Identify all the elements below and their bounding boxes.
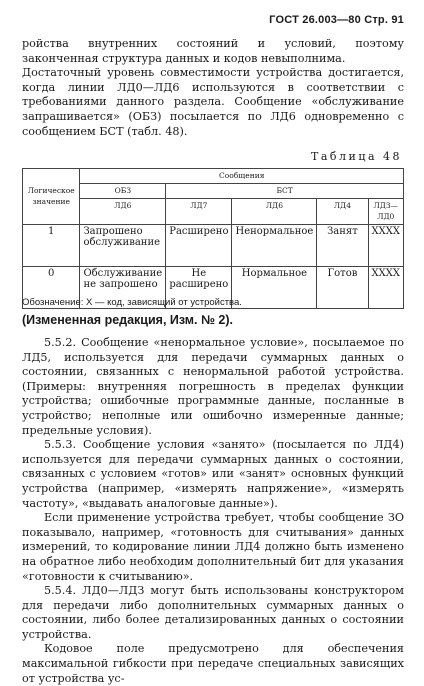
- header-bst: БСТ: [166, 183, 404, 198]
- paragraph-code-field: Кодовое поле предусмотрено для обеспечения максимальной гибкости при передаче специальных зависящих от устройства ус-: [22, 642, 404, 685]
- text-block-bottom: [22, 336, 404, 686]
- table-48: [22, 168, 404, 309]
- cell-logic-value: 1: [23, 224, 80, 266]
- paragraph-compatibility: Достаточный уровень совместимости устройства достигается, когда линии ЛД0—ЛД6 используются в соответствии с требованиями данного раздела. Сообщение «обслуживание запрашивается» (ОБЗ) посылается по ЛД6 одновременно с сообщением БСТ (табл. 48).: [22, 66, 404, 138]
- header-line: ЛДЗ—ЛД0: [368, 198, 403, 224]
- cell: Расширено: [166, 224, 232, 266]
- text-block-top: [22, 37, 404, 139]
- cell: Готов: [317, 266, 368, 308]
- cell: Обслуживание не запрошено: [80, 266, 166, 308]
- paragraph-5-5-3: 5.5.3. Сообщение условия «занято» (посылается по ЛД4) используется для передачи суммарных данных о состоянии, связанных с условием «готов» или «занят» основных функций устройства (например, «измерять напряжение», «измерять частоту», «выдавать аналоговые данные»).: [22, 438, 404, 510]
- table-row: [23, 224, 404, 266]
- cell: Запрошено обслуживание: [80, 224, 166, 266]
- cell: XXXX: [368, 224, 403, 266]
- paragraph-continuation: ройства внутренних состояний и условий, поэтому законченная структура данных и кодов невыполнима.: [22, 37, 404, 65]
- cell: Не расширено: [166, 266, 232, 308]
- table-note: Обозначение: X — код, зависящий от устройства.: [22, 297, 242, 308]
- cell: Занят: [317, 224, 368, 266]
- revision-note: (Измененная редакция, Изм. № 2).: [22, 313, 233, 327]
- paragraph-5-5-2: 5.5.2. Сообщение «ненормальное условие», посылаемое по ЛД5, используется для передачи суммарных данных о состоянии, связанных с ненормальной работой устройства. (Примеры: внутренняя погрешность в пределах функции устройства; ошибочные программные данные, посланные в устройство; неполные или ошибочно измеренные данные; предельные условия).: [22, 336, 404, 437]
- cell: Ненормальное: [232, 224, 317, 266]
- header-obz: ОБЗ: [80, 183, 166, 198]
- cell: XXXX: [368, 266, 403, 308]
- header-line: ЛД6: [80, 198, 166, 224]
- header-logic-value: Логическое значение: [23, 169, 80, 225]
- cell: Нормальное: [232, 266, 317, 308]
- paragraph-5-5-4: 5.5.4. ЛД0—ЛДЗ могут быть использованы конструктором для передачи либо дополнительных суммарных данных о состоянии, либо более детализированных данных о состоянии устройства.: [22, 584, 404, 641]
- header-line: ЛД4: [317, 198, 368, 224]
- header-line: ЛД6: [232, 198, 317, 224]
- cell-logic-value: 0: [23, 266, 80, 308]
- header-messages: Сообщения: [80, 169, 404, 184]
- page-header: ГОСТ 26.003—80 Стр. 91: [269, 14, 404, 26]
- paragraph-zo: Если применение устройства требует, чтобы сообщение ЗО показывало, например, «готовность для считывания» данных измерений, то кодирование линии ЛД4 должно быть изменено на обратное либо необходим дополнительный бит для указания «готовности к считыванию».: [22, 511, 404, 583]
- table-caption: Таблица 48: [311, 150, 402, 163]
- header-line: ЛД7: [166, 198, 232, 224]
